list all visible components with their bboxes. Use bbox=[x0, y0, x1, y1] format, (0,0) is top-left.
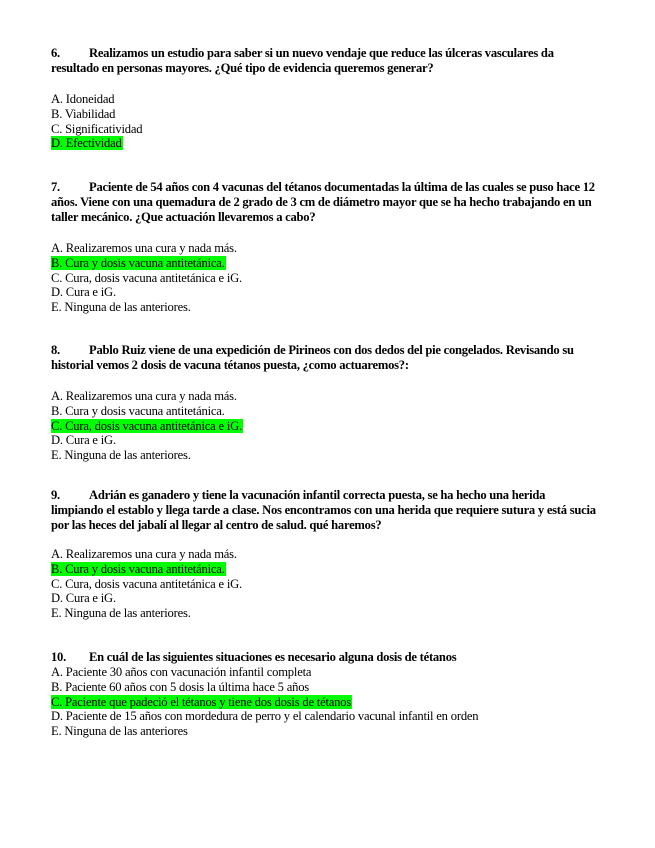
option-c: C. Significatividad bbox=[51, 121, 143, 136]
question-6 bbox=[51, 46, 596, 151]
option-b: B. Cura y dosis vacuna antitetánica. bbox=[51, 403, 225, 418]
question-stem bbox=[51, 46, 596, 76]
question-number: 8. bbox=[51, 343, 60, 357]
option-a: A. Realizaremos una cura y nada más. bbox=[51, 547, 237, 561]
option-list bbox=[51, 241, 596, 315]
option-c-correct: C. Cura, dosis vacuna antitetánica e iG. bbox=[51, 418, 242, 433]
option-c-correct: C. Paciente que padeció el tétanos y tiene dos dosis de tétanos bbox=[51, 694, 352, 709]
option-d: D. Cura e iG. bbox=[51, 591, 116, 606]
question-7 bbox=[51, 180, 596, 315]
option-e: E. Ninguna de las anteriores. bbox=[51, 300, 191, 315]
option-b-correct: B. Cura y dosis vacuna antitetánica. bbox=[51, 561, 225, 576]
option-d-correct: D. Efectividad bbox=[51, 136, 122, 151]
option-c: C. Cura, dosis vacuna antitetánica e iG. bbox=[51, 576, 242, 591]
option-b: B. Viabilidad bbox=[51, 106, 116, 121]
question-stem bbox=[51, 650, 596, 665]
question-text: En cuál de las siguientes situaciones es necesario alguna dosis de tétanos bbox=[89, 650, 457, 664]
option-e: E. Ninguna de las anteriores. bbox=[51, 448, 191, 463]
option-a: A. Idoneidad bbox=[51, 92, 115, 106]
option-e: E. Ninguna de las anteriores. bbox=[51, 606, 191, 621]
option-e: E. Ninguna de las anteriores bbox=[51, 724, 188, 739]
option-list bbox=[51, 665, 596, 739]
question-8 bbox=[51, 343, 596, 463]
option-d: D. Cura e iG. bbox=[51, 285, 116, 300]
question-number: 6. bbox=[51, 46, 60, 60]
question-stem bbox=[51, 180, 596, 225]
question-number: 7. bbox=[51, 180, 60, 194]
question-number: 10. bbox=[51, 650, 66, 664]
option-b: B. Paciente 60 años con 5 dosis la última hace 5 años bbox=[51, 679, 310, 694]
question-10 bbox=[51, 650, 596, 739]
option-b-correct: B. Cura y dosis vacuna antitetánica. bbox=[51, 255, 225, 270]
option-a: A. Realizaremos una cura y nada más. bbox=[51, 389, 237, 403]
question-9 bbox=[51, 488, 596, 621]
question-text: Paciente de 54 años con 4 vacunas del tétanos documentadas la última de las cuales se puso hace 12 años. Viene con una quemadura de 2 grado de 3 cm de diámetro mayor que se ha hecho trabajando en un taller mecánico. ¿Que actuación llevaremos a cabo? bbox=[51, 180, 595, 224]
question-text: Pablo Ruiz viene de una expedición de Pirineos con dos dedos del pie congelados. Revisando su historial vemos 2 dosis de vacuna tétanos puesta, ¿como actuaremos?: bbox=[51, 343, 574, 372]
question-stem bbox=[51, 343, 596, 373]
question-number: 9. bbox=[51, 488, 60, 502]
option-list bbox=[51, 547, 596, 621]
question-text: Adrián es ganadero y tiene la vacunación infantil correcta puesta, se ha hecho una herida limpiando el establo y llega tarde a clase. Nos encontramos con una herida que requiere sutura y está sucia por las heces del jabalí al llegar al centro de salud. qué haremos? bbox=[51, 488, 596, 532]
option-d: D. Cura e iG. bbox=[51, 433, 116, 448]
option-list bbox=[51, 389, 596, 463]
option-a: A. Realizaremos una cura y nada más. bbox=[51, 241, 237, 255]
option-a: A. Paciente 30 años con vacunación infantil completa bbox=[51, 665, 312, 679]
question-stem bbox=[51, 488, 596, 533]
question-text: Realizamos un estudio para saber si un nuevo vendaje que reduce las úlceras vasculares da resultado en personas mayores. ¿Qué tipo de evidencia queremos generar? bbox=[51, 46, 554, 75]
option-d: D. Paciente de 15 años con mordedura de perro y el calendario vacunal infantil en orden bbox=[51, 709, 479, 724]
option-list bbox=[51, 92, 596, 151]
option-c: C. Cura, dosis vacuna antitetánica e iG. bbox=[51, 270, 242, 285]
